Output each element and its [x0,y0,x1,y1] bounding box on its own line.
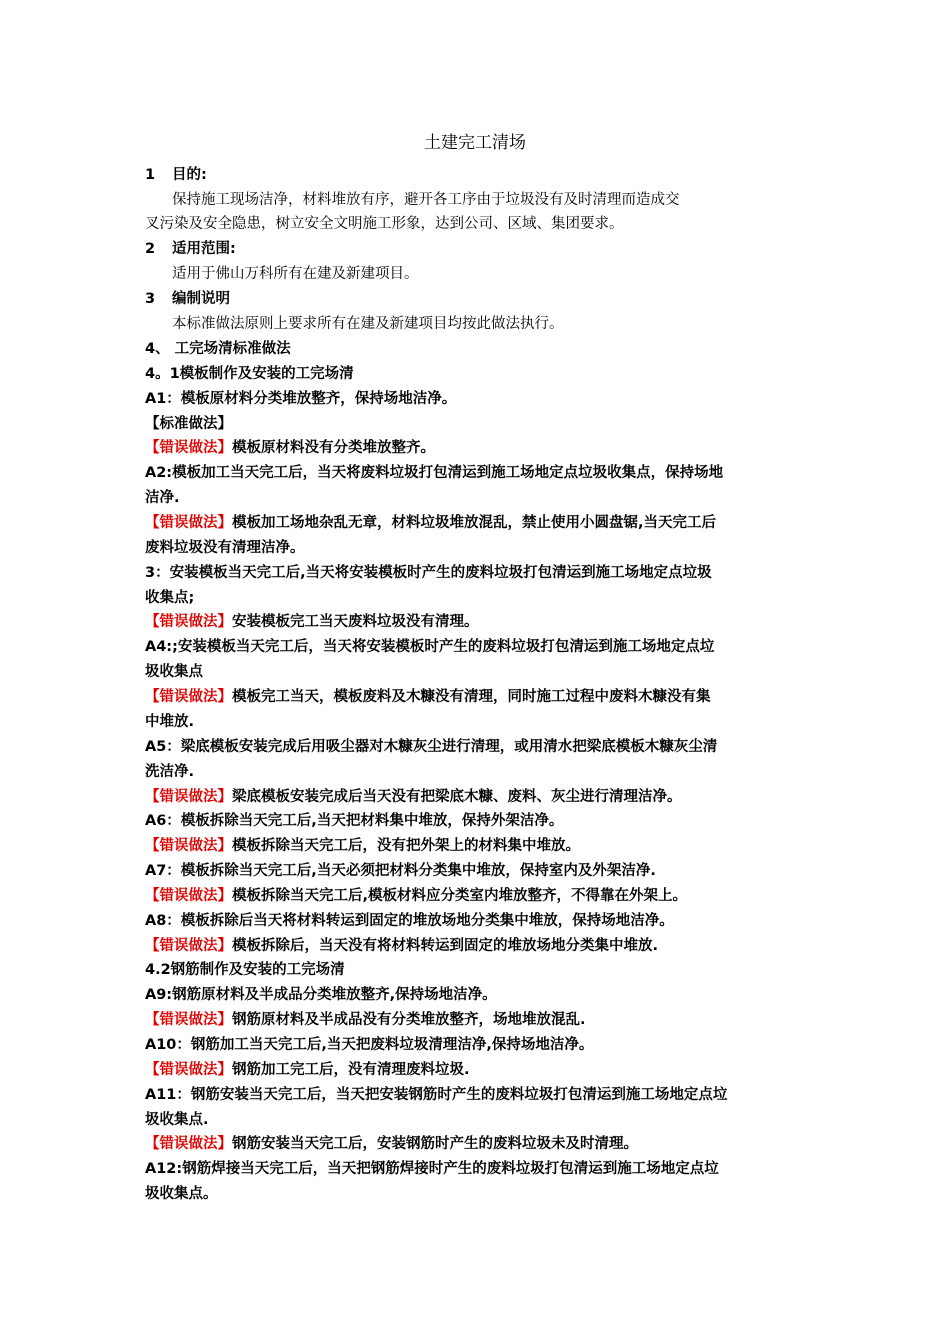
standard-practice-label: 【标准做法】 [145,416,232,432]
wrong-practice [145,785,815,810]
wrong-practice-label: 【错误做法】 [145,938,232,954]
rule-item: A6：模板拆除当天完工后,当天把材料集中堆放，保持外架洁净。 [145,813,564,829]
paragraph: 叉污染及安全隐患，树立安全文明施工形象，达到公司、区域、集团要求。 [145,216,624,232]
section-4-heading: 4、 工完场清标准做法 [145,341,291,357]
wrong-practice: 中堆放. [145,714,195,730]
wrong-practice-text: 钢筋原材料及半成品没有分类堆放整齐，场地堆放混乱. [232,1012,586,1028]
rule-item: A11：钢筋安装当天完工后，当天把安装钢筋时产生的废料垃圾打包清运到施工场地定点垃 [145,1087,728,1103]
wrong-practice-label: 【错误做法】 [145,838,232,854]
paragraph: 适用于佛山万科所有在建及新建项目。 [172,266,419,282]
wrong-practice: 废料垃圾没有清理洁净。 [145,540,305,556]
section-2-heading [145,237,815,262]
wrong-practice-label: 【错误做法】 [145,614,232,630]
wrong-practice [145,934,815,959]
page-title: 土建完工清场 [424,133,526,153]
wrong-practice [145,436,815,461]
wrong-practice [145,1132,815,1157]
subsection-heading: 4。1模板制作及安装的工完场清 [145,366,354,382]
wrong-practice-text: 模板拆除后，当天没有将材料转运到固定的堆放场地分类集中堆放. [232,938,659,954]
wrong-practice-text: 钢筋加工完工后，没有清理废料垃圾. [232,1062,470,1078]
wrong-practice-label: 【错误做法】 [145,689,232,705]
rule-item: A8：模板拆除后当天将材料转运到固定的堆放场地分类集中堆放，保持场地洁净。 [145,913,674,929]
wrong-practice [145,685,815,710]
wrong-practice-label: 【错误做法】 [145,1136,232,1152]
wrong-practice-label: 【错误做法】 [145,1062,232,1078]
rule-item: 圾收集点. [145,1112,209,1128]
section-number: 1 [145,167,156,183]
wrong-practice [145,1058,815,1083]
wrong-practice-text: 安装模板完工当天废料垃圾没有清理。 [232,614,479,630]
wrong-practice-label: 【错误做法】 [145,440,232,456]
wrong-practice [145,511,815,536]
rule-item: 圾收集点。 [145,1186,218,1202]
rule-item: 圾收集点 [145,664,203,680]
wrong-practice [145,610,815,635]
wrong-practice-label: 【错误做法】 [145,789,232,805]
rule-item: A9:钢筋原材料及半成品分类堆放整齐,保持场地洁净。 [145,987,497,1003]
rule-item: A1：模板原材料分类堆放整齐，保持场地洁净。 [145,391,457,407]
rule-item: 洗洁净. [145,764,195,780]
wrong-practice [145,834,815,859]
rule-item: A12:钢筋焊接当天完工后，当天把钢筋焊接时产生的废料垃圾打包清运到施工场地定点垃 [145,1161,719,1177]
wrong-practice [145,1008,815,1033]
subsection-heading: 4.2钢筋制作及安装的工完场清 [145,962,345,978]
rule-item: 洁净. [145,490,180,506]
wrong-practice-text: 模板加工场地杂乱无章，材料垃圾堆放混乱，禁止使用小圆盘锯,当天完工后 [232,515,717,531]
section-number: 3 [145,291,156,307]
rule-item: A7：模板拆除当天完工后,当天必须把材料分类集中堆放，保持室内及外架洁净. [145,863,656,879]
paragraph: 保持施工现场洁净，材料堆放有序，避开各工序由于垃圾没有及时清理而造成交 [172,192,680,208]
wrong-practice-text: 梁底模板安装完成后当天没有把梁底木糠、废料、灰尘进行清理洁净。 [232,789,682,805]
rule-item: A10：钢筋加工当天完工后,当天把废料垃圾清理洁净,保持场地洁净。 [145,1037,594,1053]
rule-item: A2:模板加工当天完工后，当天将废料垃圾打包清运到施工场地定点垃圾收集点，保持场地 [145,465,724,481]
paragraph: 本标准做法原则上要求所有在建及新建项目均按此做法执行。 [172,316,564,332]
wrong-practice-label: 【错误做法】 [145,1012,232,1028]
wrong-practice-label: 【错误做法】 [145,515,232,531]
rule-item: A5：梁底模板安装完成后用吸尘器对木糠灰尘进行清理，或用清水把梁底模板木糠灰尘清 [145,739,718,755]
wrong-practice-text: 模板拆除当天完工后，没有把外架上的材料集中堆放。 [232,838,580,854]
wrong-practice [145,884,815,909]
section-number: 2 [145,241,156,257]
section-3-heading [145,287,815,312]
section-label: 目的: [172,167,207,183]
wrong-practice-text: 模板原材料没有分类堆放整齐。 [232,440,435,456]
section-label: 编制说明 [172,291,230,307]
wrong-practice-text: 模板拆除当天完工后,模板材料应分类室内堆放整齐，不得靠在外架上。 [232,888,688,904]
rule-item: 收集点; [145,590,195,606]
section-1-heading [145,163,815,188]
rule-item: 3：安装模板当天完工后,当天将安装模板时产生的废料垃圾打包清运到施工场地定点垃圾 [145,565,712,581]
wrong-practice-text: 模板完工当天，模板废料及木糠没有清理，同时施工过程中废料木糠没有集 [232,689,711,705]
wrong-practice-label: 【错误做法】 [145,888,232,904]
wrong-practice-text: 钢筋安装当天完工后，安装钢筋时产生的废料垃圾未及时清理。 [232,1136,638,1152]
rule-item: A4:;安装模板当天完工后，当天将安装模板时产生的废料垃圾打包清运到施工场地定点垃 [145,639,715,655]
section-label: 适用范围: [172,241,236,257]
